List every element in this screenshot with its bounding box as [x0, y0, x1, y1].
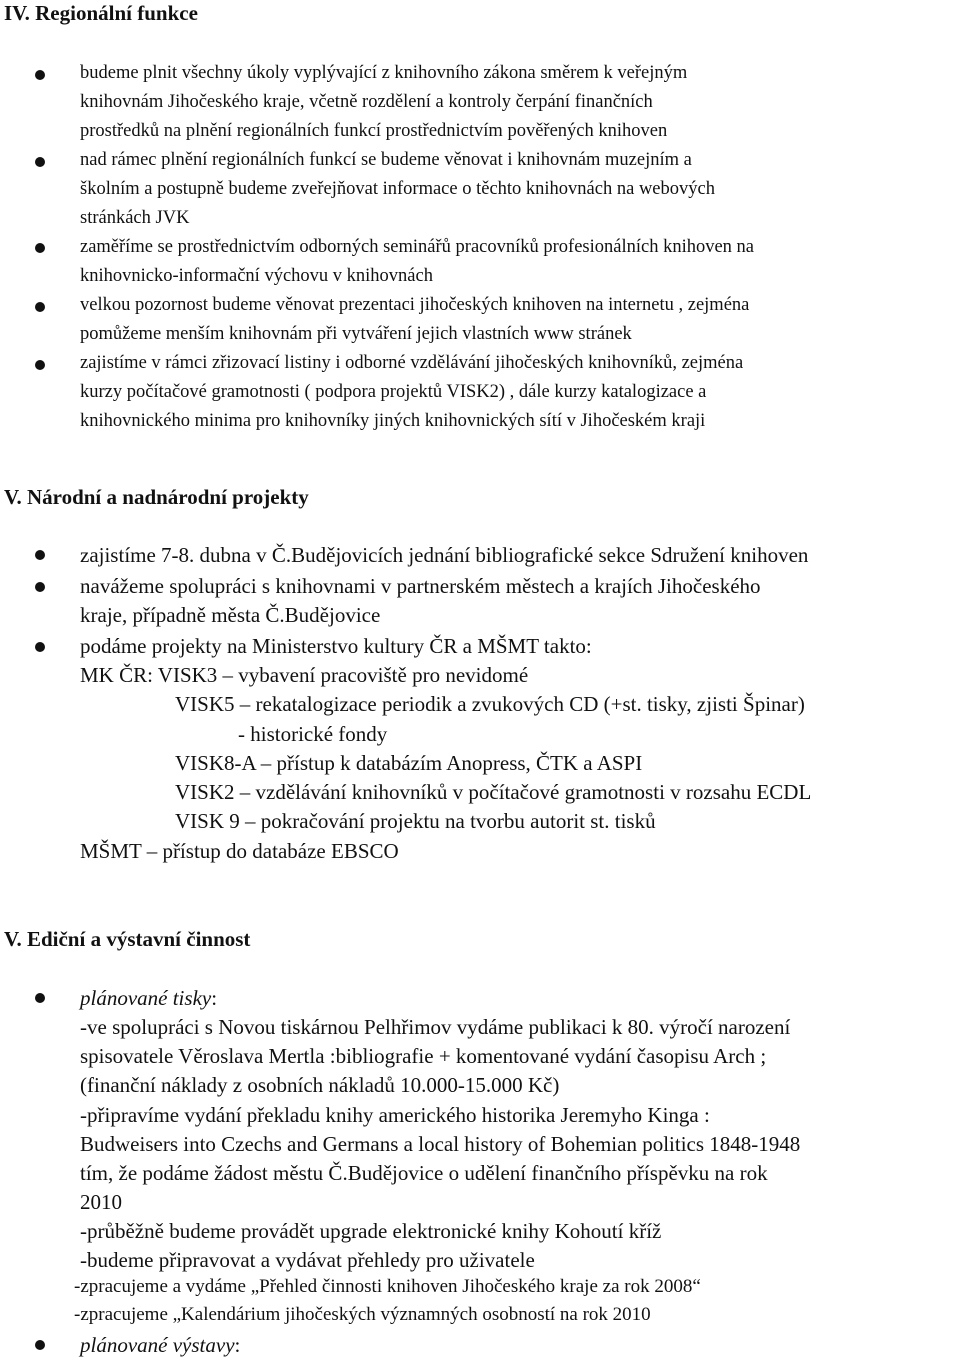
text-line: tím, že podáme žádost městu Č.Budějovice o udělení finančního příspěvku na rok [80, 1161, 768, 1185]
text-line: spisovatele Věroslava Mertla :bibliografie + komentované vydání časopisu Arch ; [80, 1044, 767, 1068]
text-line: -zpracujeme „Kalendárium jihočeských významných osobností na rok 2010 [74, 1304, 651, 1325]
list-item-line: kurzy počítačové gramotnosti ( podpora projektů VISK2) , dále kurzy katalogizace a [80, 382, 707, 402]
bullet-icon [35, 993, 45, 1003]
list-item-line: prostředků na plnění regionálních funkcí prostřednictvím pověřených knihoven [80, 121, 668, 141]
list-item-line: zajistíme v rámci zřizovací listiny i odborné vzdělávání jihočeských knihovníků, zejména [80, 353, 744, 373]
project-line: - historické fondy [238, 722, 388, 746]
list-item-line: knihovnického minima pro knihovníky jiných knihovnických sítí v Jihočeském kraji [80, 411, 706, 431]
planned-exhibitions-line [80, 1331, 240, 1360]
list-item-line: zaměříme se prostřednictvím odborných seminářů pracovníků profesionálních knihoven na [80, 237, 755, 257]
section-iv-heading: IV. Regionální funkce [4, 1, 198, 25]
list-item-line: školním a postupně budeme zveřejňovat informace o těchto knihovnách na webových [80, 179, 715, 199]
list-item-line: velkou pozornost budeme věnovat prezentaci jihočeských knihoven na internetu , zejména [80, 295, 750, 315]
planned-prints-line [80, 984, 217, 1013]
bullet-icon [35, 243, 45, 253]
list-item-line: zajistíme 7-8. dubna v Č.Budějovicích jednání bibliografické sekce Sdružení knihoven [80, 543, 809, 567]
bullet-icon [35, 70, 45, 80]
list-item-line: budeme plnit všechny úkoly vyplývající z knihovního zákona směrem k veřejným [80, 63, 688, 83]
text-line: -zpracujeme a vydáme „Přehled činnosti knihoven Jihočeského kraje za rok 2008“ [74, 1276, 701, 1297]
list-item-line: knihovnicko-informační výchovu v knihovnách [80, 266, 433, 286]
text-line: 2010 [80, 1190, 122, 1214]
project-line: VISK5 – rekatalogizace periodik a zvukových CD (+st. tisky, zjisti Špinar) [175, 692, 805, 716]
text-line: -připravíme vydání překladu knihy amerického historika Jeremyho Kinga : [80, 1103, 710, 1127]
project-line: MK ČR: VISK3 – vybavení pracoviště pro nevidomé [80, 663, 529, 687]
list-item-line: podáme projekty na Ministerstvo kultury ČR a MŠMT takto: [80, 634, 592, 658]
project-line: VISK8-A – přístup k databázím Anopress, ČTK a ASPI [175, 751, 643, 775]
bullet-icon [35, 302, 45, 312]
bullet-icon [35, 550, 45, 560]
planned-exhibitions-label: plánované výstavy [80, 1333, 235, 1357]
planned-prints-label: plánované tisky [80, 986, 212, 1010]
text-line: -ve spolupráci s Novou tiskárnou Pelhřimov vydáme publikaci k 80. výročí narození [80, 1015, 791, 1039]
planned-prints-colon: : [211, 986, 218, 1010]
bullet-icon [35, 1340, 45, 1350]
list-item-line: nad rámec plnění regionálních funkcí se budeme věnovat i knihovnám muzejním a [80, 150, 692, 170]
list-item-line: navážeme spolupráci s knihovnami v partnerském městech a krajích Jihočeského [80, 574, 761, 598]
bullet-icon [35, 642, 45, 652]
bullet-icon [35, 582, 45, 592]
bullet-icon [35, 157, 45, 167]
project-line: VISK2 – vzdělávání knihovníků v počítačové gramotnosti v rozsahu ECDL [175, 780, 812, 804]
bullet-icon [35, 360, 45, 370]
project-line: VISK 9 – pokračování projektu na tvorbu autorit st. tisků [175, 809, 656, 833]
list-item-line: pomůžeme menším knihovnám při vytváření jejich vlastních www stránek [80, 324, 632, 344]
list-item-line: kraje, případně města Č.Budějovice [80, 603, 381, 627]
list-item-line: knihovnám Jihočeského kraje, včetně rozdělení a kontroly čerpání finančních [80, 92, 653, 112]
section-edicni-heading: V. Ediční a výstavní činnost [4, 927, 251, 951]
text-line: Budweisers into Czechs and Germans a local history of Bohemian politics 1848-1948 [80, 1132, 801, 1156]
project-line: MŠMT – přístup do databáze EBSCO [80, 839, 399, 863]
text-line: -budeme připravovat a vydávat přehledy pro uživatele [80, 1248, 535, 1272]
text-line: (finanční náklady z osobních nákladů 10.000-15.000 Kč) [80, 1073, 560, 1097]
section-v-heading: V. Národní a nadnárodní projekty [4, 485, 309, 509]
text-line: -průběžně budeme provádět upgrade elektronické knihy Kohoutí kříž [80, 1219, 662, 1243]
planned-exhibitions-colon: : [234, 1333, 241, 1357]
list-item-line: stránkách JVK [80, 208, 190, 228]
